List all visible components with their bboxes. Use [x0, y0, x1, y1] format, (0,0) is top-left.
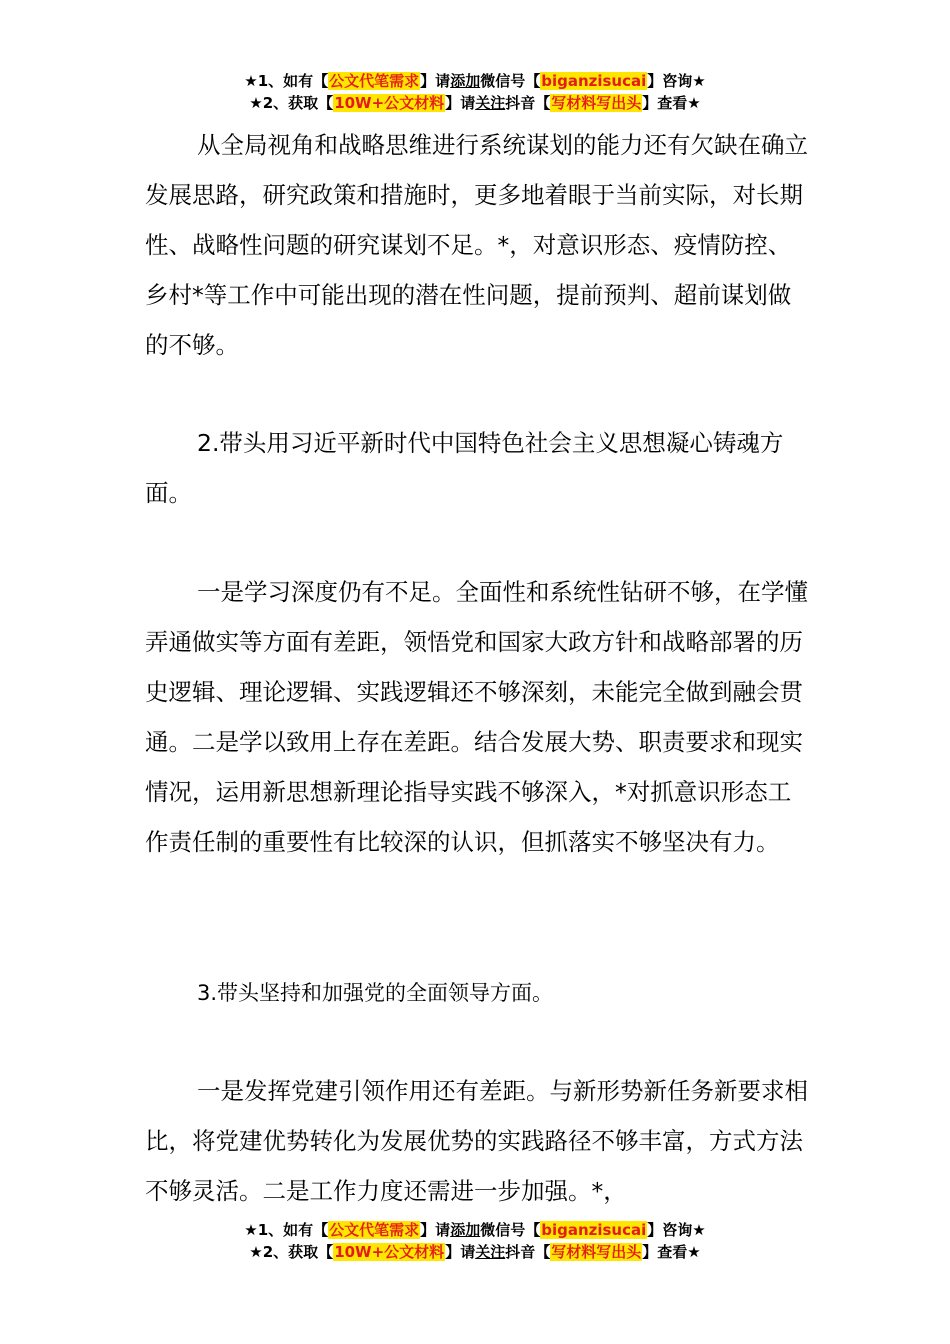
- promo-text: ★2、获取【: [249, 1243, 334, 1261]
- promo-highlight: 公文代笔需求: [329, 1221, 420, 1239]
- promo-highlight-wechat: biganzisucai: [541, 72, 647, 90]
- section-heading-2: 2.带头用习近平新时代中国特色社会主义思想凝心铸魂方面。: [145, 429, 784, 507]
- promo-text: 】请: [445, 94, 476, 112]
- promo-text: 】请: [420, 72, 451, 90]
- promo-underline: 添加: [450, 1221, 481, 1239]
- promo-text: 】请: [445, 1243, 476, 1261]
- promo-line-1: [0, 70, 950, 92]
- paragraph-1: 从全局视角和战略思维进行系统谋划的能力还有欠缺在确立发展思路，研究政策和措施时，更多地着眼于当前实际，对长期性、战略性问题的研究谋划不足。*，对意识形态、疫情防控、乡村*等工作中可能出现的潜在性问题，提前预判、超前谋划做的不够。: [145, 131, 808, 359]
- promo-highlight-douyin: 写材料写出头: [551, 94, 642, 112]
- promo-text: 】查看★: [642, 94, 701, 112]
- promo-highlight: 10W+公文材料: [334, 1243, 445, 1261]
- promo-banner-top: [0, 70, 950, 114]
- section-heading-3: 3.带头坚持和加强党的全面领导方面。: [197, 981, 554, 1005]
- promo-underline: 添加: [450, 72, 481, 90]
- promo-text: 抖音【: [505, 1243, 551, 1261]
- promo-highlight: 10W+公文材料: [334, 94, 445, 112]
- promo-text: 】咨询★: [647, 1221, 706, 1239]
- promo-text: 微信号【: [480, 72, 541, 90]
- promo-highlight-wechat: biganzisucai: [541, 1221, 647, 1239]
- promo-highlight-douyin: 写材料写出头: [551, 1243, 642, 1261]
- promo-line-1: [0, 1219, 950, 1241]
- promo-text: ★1、如有【: [244, 72, 329, 90]
- promo-text: 】咨询★: [647, 72, 706, 90]
- promo-underline: 关注: [475, 1243, 506, 1261]
- promo-line-2: [0, 92, 950, 114]
- promo-underline: 关注: [475, 94, 506, 112]
- promo-text: ★1、如有【: [244, 1221, 329, 1239]
- promo-text: 】请: [420, 1221, 451, 1239]
- paragraph-2: 一是学习深度仍有不足。全面性和系统性钻研不够，在学懂弄通做实等方面有差距，领悟党和国家大政方针和战略部署的历史逻辑、理论逻辑、实践逻辑还不够深刻，未能完全做到融会贯通。二是学以致用上存在差距。结合发展大势、职责要求和现实情况，运用新思想新理论指导实践不够深入，*对抓意识形态工作责任制的重要性有比较深的认识，但抓落实不够坚决有力。: [145, 578, 808, 856]
- promo-text: 微信号【: [480, 1221, 541, 1239]
- promo-highlight: 公文代笔需求: [329, 72, 420, 90]
- promo-text: 抖音【: [505, 94, 551, 112]
- promo-text: ★2、获取【: [249, 94, 334, 112]
- paragraph-3: 一是发挥党建引领作用还有差距。与新形势新任务新要求相比，将党建优势转化为发展优势的实践路径不够丰富，方式方法不够灵活。二是工作力度还需进一步加强。*，: [145, 1077, 808, 1205]
- promo-banner-bottom: [0, 1219, 950, 1263]
- promo-text: 】查看★: [642, 1243, 701, 1261]
- promo-line-2: [0, 1241, 950, 1263]
